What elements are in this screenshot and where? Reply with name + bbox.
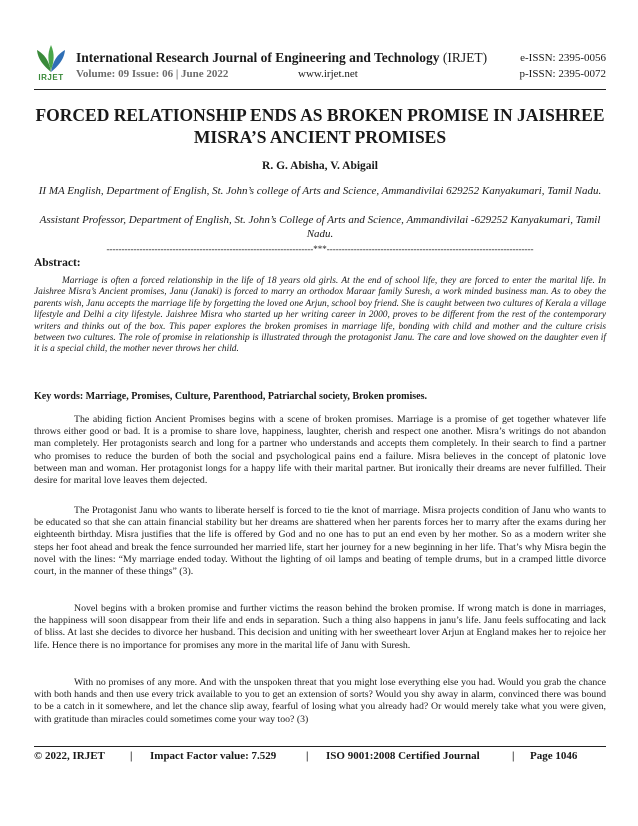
abstract-text: Marriage is often a forced relationship in the life of 18 years old girls. At the end of school life, they are forced to enter the marital life. In Jaishree Misra’s Ancient promises, Janu (Janaki) is forced to marry an orthodox Maraar family Suresh, a work minded business man. As to obey the parents wish, Janu accepts the marriage life by forgetting the loved one Arjun, school boy friend. She is caught between two cultures of Kerala a village lifestyle and Delhi a city lifestyle. Jaishree Misra who started up her writing career in 2000, proves to be different from the rest of the contemporary writers and thinks out of the box. This paper explores the broken promises in marriage life, bonding with child and mother and the culture crisis between two cultures. The role of promise in relationship is illustrated through the protagonist Janu. The care and love showed on the daughter even if it is a special child, the mother never throws her child.: [34, 276, 606, 355]
journal-name: International Research Journal of Engineering and Technology: [76, 50, 440, 65]
journal-title: [76, 50, 487, 66]
affiliation-1: II MA English, Department of English, St. John’s college of Arts and Science, Ammandivilai 629252 Kanyakumari, Tamil Nadu.: [38, 185, 602, 197]
footer-impact-factor: Impact Factor value: 7.529: [150, 750, 277, 762]
p-issn: p-ISSN: 2395-0072: [519, 68, 606, 80]
journal-website[interactable]: www.irjet.net: [298, 68, 358, 80]
footer-separator: |: [512, 750, 515, 762]
footer-rule: [34, 746, 606, 747]
logo-label: IRJET: [38, 73, 64, 82]
article-authors: R. G. Abisha, V. Abigail: [262, 160, 378, 172]
footer-page-number: Page 1046: [530, 750, 578, 762]
article-title: FORCED RELATIONSHIP ENDS AS BROKEN PROMISE IN JAISHREE MISRA’S ANCIENT PROMISES: [35, 105, 605, 147]
footer-separator: |: [306, 750, 309, 762]
section-separator: ---------------------------------------------------------------------***---------------------------------------------------------------------: [106, 244, 534, 254]
body-paragraph: The Protagonist Janu who wants to liberate herself is forced to tie the knot of marriage. Misra projects condition of Janu who wants to be educated so that she can attain financial stability but her dreams are shattered when her parents forces her to marry after the exams during her eighteenth birthday. Misra justifies that the life is offered by God and no one has to put an end even by her mother. So as a modern writer she steps her foot ahead and break the fence surrounded her married life, start her journey for a new beginning in her life. That’s why Misra begin the novel with the lines: “My marriage ended today. Without the lighting of oil lamps and beating of temple drums, but in a cramped little divorce court, in the manner of these things” (3).: [34, 505, 606, 578]
journal-header: [34, 44, 606, 88]
irjet-logo: [34, 44, 68, 84]
page-footer: [34, 750, 606, 766]
e-issn: e-ISSN: 2395-0056: [520, 52, 606, 64]
irjet-leaf-icon: [34, 44, 68, 74]
body-paragraph: The abiding fiction Ancient Promises begins with a scene of broken promises. Marriage is a promise of get together whatever life throws either good or bad. It is a promise to share love, happiness, laughter, cherish and respect one another. Misra’s writings do not abandon man completely. Her protagonists search and long for a partner who understands and accepts them completely. In their search to find a partner who promises to reduce the burden of both the social and psychological pains end a failure. Misra believes in the concept of platonic love between man and woman. Her protagonist longs for a happy life with their marital partner. But ironically their dreams are never fulfilled. Their desire for marital love leaves them dejected.: [34, 414, 606, 487]
volume-issue: Volume: 09 Issue: 06 | June 2022: [76, 68, 229, 80]
affiliation-2: Assistant Professor, Department of English, St. John’s College of Arts and Science, Ammandivilai -629252 Kanyakumari, Tamil Nadu.: [39, 214, 601, 240]
footer-iso: ISO 9001:2008 Certified Journal: [326, 750, 480, 762]
footer-separator: |: [130, 750, 133, 762]
footer-copyright: © 2022, IRJET: [34, 750, 105, 762]
journal-abbr: (IRJET): [442, 50, 488, 65]
keywords: Key words: Marriage, Promises, Culture, Parenthood, Patriarchal society, Broken promises.: [34, 391, 428, 402]
body-paragraph: With no promises of any more. And with the unspoken threat that you might lose everything else you had. Would you grab the chance with both hands and then use every trick available to you to get an extension of sorts? Would you shy away in alarm, convinced there was bound to be a catch in it somewhere, and let the chance slip away, fearful of losing what you already had? Or would merely take what you were given, with gratitude than miracles could sometimes come your way too? (3): [34, 677, 606, 725]
header-rule: [34, 89, 606, 90]
body-paragraph: Novel begins with a broken promise and further victims the reason behind the broken promise. If wrong match is done in marriages, the happiness will soon disappear from their life and ends in separation. Such a thing also happens in janu’s life. Janu feels suffocating and lack of bliss. At last she decides to divorce her husband. This decision and uniting with her sweetheart lover Arjun at England makes her to rejoice her life. Hence there is no importance for promises any more in the marital life of Janu with Suresh.: [34, 603, 606, 651]
abstract-heading: Abstract:: [34, 257, 81, 269]
